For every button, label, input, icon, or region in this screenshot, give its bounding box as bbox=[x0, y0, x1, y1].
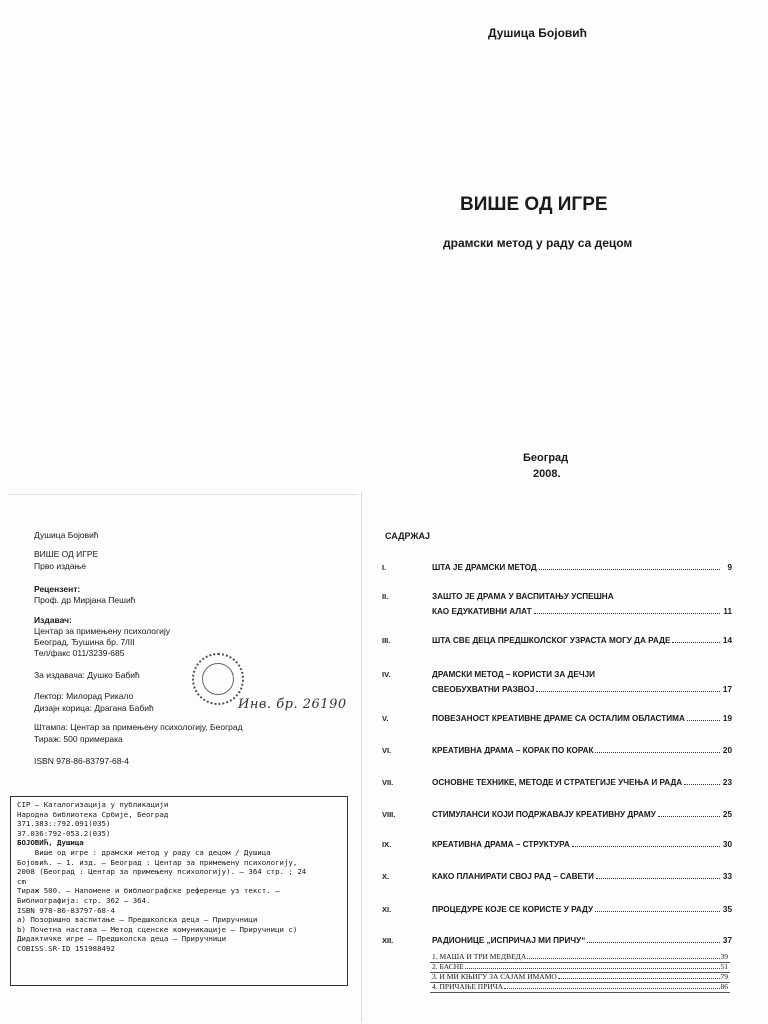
toc-chapter-title-line bbox=[432, 636, 732, 645]
toc-chapter-row bbox=[382, 714, 732, 730]
toc-leader-dots bbox=[539, 569, 720, 570]
cip-line: COBISS.SR-ID 151988492 bbox=[17, 943, 115, 953]
toc-chapter-number: IV. bbox=[382, 670, 391, 679]
lector: Лектор: Милорад Рикало bbox=[34, 691, 134, 701]
publisher-label: Издавач: bbox=[34, 615, 72, 625]
toc-page-number: 30 bbox=[722, 840, 732, 849]
cip-line: Библиографија: стр. 362 – 364. bbox=[17, 895, 151, 905]
toc-chapter-row bbox=[382, 746, 732, 762]
toc-page-number: 23 bbox=[722, 778, 732, 787]
toc-chapter-title-line bbox=[432, 607, 732, 616]
toc-page-number: 11 bbox=[723, 607, 732, 616]
toc-leader-dots bbox=[595, 752, 720, 753]
cip-line: Народна библиотека Србије, Београд bbox=[17, 809, 169, 819]
toc-subitem-title: 2. БАСНЕ bbox=[432, 962, 464, 971]
library-stamp bbox=[192, 653, 244, 705]
toc-subitem bbox=[432, 982, 728, 991]
toc-heading: САДРЖАЈ bbox=[385, 531, 431, 541]
toc-subitem-title: 3. И МИ КЊИГУ ЗА САЈАМ ИМАМО bbox=[432, 972, 557, 981]
toc-subitem-title: 4. ПРИЧАЊЕ ПРИЧА bbox=[432, 982, 504, 991]
toc-chapter-title: ЗАШТО ЈЕ ДРАМА У ВАСПИТАЊУ УСПЕШНА bbox=[432, 592, 614, 601]
toc-chapter-title-line bbox=[432, 778, 732, 787]
reviewer-label: Рецензент: bbox=[34, 584, 81, 594]
cip-line: 371.383::792.091(035) bbox=[17, 819, 111, 829]
imprint-edition: Прво издање bbox=[34, 561, 87, 571]
toc-chapter-title-line bbox=[432, 685, 732, 694]
toc-chapter-row bbox=[382, 840, 732, 856]
toc-chapter-row bbox=[382, 810, 732, 826]
toc-page-number: 33 bbox=[722, 872, 732, 881]
toc-chapter-title-line bbox=[432, 872, 732, 881]
toc-chapter-title-line bbox=[432, 714, 732, 723]
toc-page-number: 35 bbox=[722, 905, 732, 914]
toc-page-number: 17 bbox=[722, 685, 732, 694]
toc-subitem bbox=[432, 962, 728, 971]
cip-line: b) Почетна настава – Метод сценске комуникације – Приручници c) bbox=[17, 924, 298, 934]
toc-subitem-page: 86 bbox=[720, 982, 728, 991]
toc-subitem-page: 51 bbox=[720, 962, 728, 971]
toc-chapter-number: XI. bbox=[382, 905, 392, 914]
toc-page-number: 37 bbox=[722, 936, 732, 945]
toc-chapter-number: XII. bbox=[382, 936, 394, 945]
publication-city: Београд bbox=[523, 452, 569, 464]
book-title: ВИШЕ ОД ИГРЕ bbox=[460, 194, 608, 215]
cip-line: БОЈОВИЋ, Душица bbox=[17, 838, 84, 848]
toc-chapter-title: КРЕАТИВНА ДРАМА – КОРАК ПО КОРАК bbox=[432, 746, 594, 755]
toc-chapter-number: IX. bbox=[382, 840, 392, 849]
toc-chapter-title: ДРАМСКИ МЕТОД – КОРИСТИ ЗА ДЕЧЈИ bbox=[432, 670, 596, 679]
imprint-author: Душица Бојовић bbox=[34, 530, 99, 540]
toc-chapter-title: ШТА СВЕ ДЕЦА ПРЕДШКОЛСКОГ УЗРАСТА МОГУ ДА РАДЕ bbox=[432, 636, 671, 645]
toc-chapter-title-line bbox=[432, 840, 732, 849]
toc-leader-dots bbox=[504, 988, 719, 989]
toc-chapter-number: I. bbox=[382, 563, 387, 572]
toc-chapter-title-line bbox=[432, 905, 732, 914]
toc-page-number: 20 bbox=[722, 746, 732, 755]
toc-chapter-title: СВЕОБУХВАТНИ РАЗВОЈ bbox=[432, 685, 535, 694]
cip-line: Више од игре : драмски метод у раду са децом / Душица bbox=[17, 847, 271, 857]
toc-chapter-number: II. bbox=[382, 592, 389, 601]
cover-design: Дизајн корица: Драгана Бабић bbox=[34, 703, 154, 713]
toc-leader-dots bbox=[558, 978, 720, 979]
toc-leader-dots bbox=[536, 691, 720, 692]
toc-leader-dots bbox=[595, 911, 720, 912]
toc-chapter-number: VIII. bbox=[382, 810, 396, 819]
printing: Штампа: Центар за примењену психологију, Београд bbox=[34, 722, 243, 732]
toc-subitem-title: 1. МАША И ТРИ МЕДВЕДА bbox=[432, 952, 527, 961]
toc-leader-dots bbox=[527, 958, 719, 959]
toc-chapter-number: V. bbox=[382, 714, 389, 723]
toc-chapter-title: КАО ЕДУКАТИВНИ АЛАТ bbox=[432, 607, 532, 616]
print-run: Тираж: 500 примерака bbox=[34, 734, 123, 744]
toc-leader-dots bbox=[534, 613, 720, 614]
toc-chapter-title: ПОВЕЗАНОСТ КРЕАТИВНЕ ДРАМЕ СА ОСТАЛИМ ОБЛАСТИМА bbox=[432, 714, 685, 723]
toc-leader-dots bbox=[572, 846, 720, 847]
toc-chapter-title-line bbox=[432, 592, 732, 601]
toc-page-number: 9 bbox=[727, 563, 732, 572]
imprint-isbn: ISBN 978-86-83797-68-4 bbox=[34, 756, 129, 766]
toc-subitem-page: 39 bbox=[720, 952, 728, 961]
toc-subitem bbox=[432, 972, 728, 981]
toc-chapter-row bbox=[382, 670, 732, 702]
imprint-title: ВИШЕ ОД ИГРЕ bbox=[34, 549, 99, 559]
reviewer-name: Проф. др Мирјана Пешић bbox=[34, 595, 136, 605]
toc-chapter-title: ПРОЦЕДУРЕ КОЈЕ СЕ КОРИСТЕ У РАДУ bbox=[432, 905, 594, 914]
toc-chapter-row bbox=[382, 905, 732, 921]
toc-chapter-number: VI. bbox=[382, 746, 392, 755]
library-stamp-inner bbox=[202, 663, 234, 695]
toc-leader-dots bbox=[658, 816, 720, 817]
cip-record-box bbox=[10, 796, 348, 986]
toc-chapter-title: РАДИОНИЦЕ „ИСПРИЧАЈ МИ ПРИЧУ“ bbox=[432, 936, 586, 945]
toc-chapter-number: III. bbox=[382, 636, 391, 645]
toc-chapter-title-line bbox=[432, 936, 732, 945]
toc-chapter-row bbox=[382, 592, 732, 624]
publisher-line: Центар за примењену психологију bbox=[34, 626, 170, 636]
cip-line: Тираж 500. – Напомене и библиографске референце уз текст. – bbox=[17, 886, 280, 896]
for-publisher: За издавача: Душко Бабић bbox=[34, 670, 140, 680]
toc-page-number: 14 bbox=[722, 636, 732, 645]
publication-year: 2008. bbox=[533, 468, 561, 480]
toc-chapter-title: ШТА ЈЕ ДРАМСКИ МЕТОД bbox=[432, 563, 537, 572]
title-page-author: Душица Бојовић bbox=[488, 26, 587, 40]
publisher-line: Београд, Ђушина бр. 7/III bbox=[34, 637, 135, 647]
toc-chapter-title-line bbox=[432, 746, 732, 755]
toc-chapter-title: СТИМУЛАНСИ КОЈИ ПОДРЖАВАЈУ КРЕАТИВНУ ДРАМУ bbox=[432, 810, 656, 819]
toc-chapter-row bbox=[382, 936, 732, 952]
cip-line: Дидактичке игре – Предшколска деца – Приручници bbox=[17, 934, 227, 944]
cip-line: cm bbox=[17, 876, 26, 886]
toc-subitem-page: 79 bbox=[720, 972, 728, 981]
toc-chapter-title-line bbox=[432, 810, 732, 819]
toc-chapter-title-line bbox=[432, 563, 732, 572]
toc-chapter-number: X. bbox=[382, 872, 390, 881]
cip-line: CIP – Каталогизација у публикацији bbox=[17, 800, 169, 809]
toc-chapter-row bbox=[382, 636, 732, 652]
toc-chapter-row bbox=[382, 563, 732, 579]
toc-chapter-title-line bbox=[432, 670, 732, 679]
cip-line: 37.036:792-053.2(035) bbox=[17, 828, 111, 838]
toc-leader-dots bbox=[465, 968, 720, 969]
handwritten-inventory-number: Инв. бр. 26190 bbox=[238, 697, 347, 712]
toc-chapter-title: КАКО ПЛАНИРАТИ СВОЈ РАД – САВЕТИ bbox=[432, 872, 594, 881]
toc-leader-dots bbox=[687, 720, 720, 721]
page-fold-horizontal bbox=[8, 494, 358, 495]
toc-chapter-row bbox=[382, 872, 732, 888]
toc-leader-dots bbox=[596, 878, 720, 879]
toc-page-number: 25 bbox=[722, 810, 732, 819]
page-fold-vertical bbox=[361, 492, 362, 1022]
toc-chapter-row bbox=[382, 778, 732, 794]
toc-chapter-title: ОСНОВНЕ ТЕХНИКЕ, МЕТОДЕ И СТРАТЕГИЈЕ УЧЕЊА И РАДА bbox=[432, 778, 683, 787]
toc-leader-dots bbox=[684, 784, 720, 785]
cip-line: Бојовић. – 1. изд. – Београд : Центар за примењену психологију, bbox=[17, 857, 298, 867]
toc-chapter-number: VII. bbox=[382, 778, 394, 787]
toc-leader-dots bbox=[587, 942, 720, 943]
cip-line: ISBN 978-86-83797-68-4 bbox=[17, 905, 115, 915]
cip-line: a) Позоришно васпитање – Предшколска деца – Приручници bbox=[17, 915, 258, 925]
cip-line: 2008 (Београд : Центар за примењену психологију). – 364 стр. ; 24 bbox=[17, 867, 307, 877]
publisher-line: Тел/факс 011/3239-685 bbox=[34, 648, 125, 658]
toc-leader-dots bbox=[672, 642, 720, 643]
toc-subitem bbox=[432, 952, 728, 961]
book-subtitle: драмски метод у раду са децом bbox=[443, 236, 633, 250]
toc-subitem-rule bbox=[430, 992, 730, 993]
toc-page-number: 19 bbox=[722, 714, 732, 723]
toc-chapter-title: КРЕАТИВНА ДРАМА – СТРУКТУРА bbox=[432, 840, 570, 849]
